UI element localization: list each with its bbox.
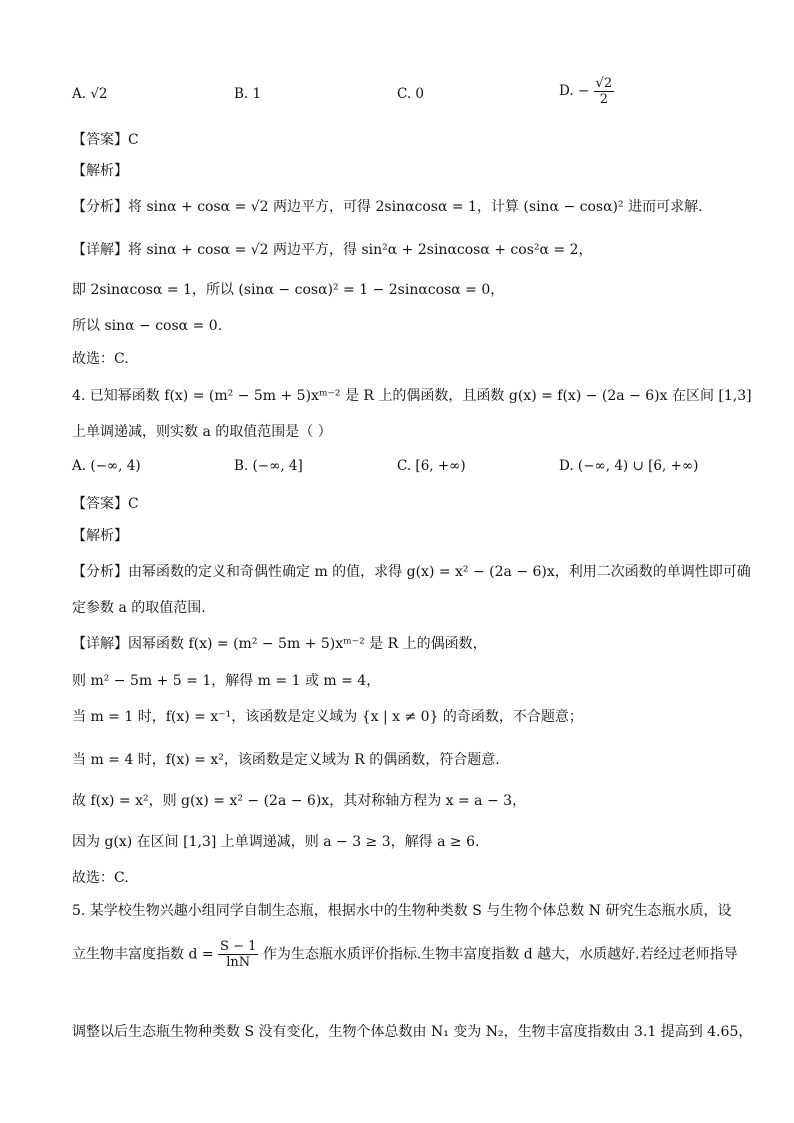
q3-option-d-fraction: [594, 76, 615, 107]
q3-option-d-label: D. −: [559, 83, 590, 99]
q4-option-a: A. (−∞, 4): [72, 458, 141, 474]
q3-option-d-numerator: √2: [595, 76, 613, 91]
q4-option-c: C. [6, +∞): [397, 458, 466, 474]
q4-option-d: D. (−∞, 4) ∪ [6, +∞): [559, 458, 699, 474]
q3-step-1: 即 2sinαcosα = 1，所以 (sinα − cosα)² = 1 − 2sinαcosα = 0，: [72, 282, 505, 298]
q3-step-2: 所以 sinα − cosα = 0.: [72, 318, 223, 334]
q5-stem-line-3: 调整以后生态瓶生物种类数 S 没有变化，生物个体总数由 N₁ 变为 N₂，生物丰富度指数由 3.1 提高到 4.65，: [72, 1024, 753, 1040]
q4-step-1: 则 m² − 5m + 5 = 1，解得 m = 1 或 m = 4，: [72, 673, 381, 689]
q5-line-2-start: 立生物丰富度指数 d =: [72, 946, 214, 963]
q5-index-fraction: [218, 939, 258, 970]
q3-analysis-head: 【解析】: [72, 163, 128, 179]
q4-choice: 故选：C.: [72, 870, 129, 886]
q4-answer: 【答案】C: [72, 496, 139, 512]
q5-stem-line-1: 5. 某学校生物兴趣小组同学自制生态瓶，根据水中的生物种类数 S 与生物个体总数 N 研究生态瓶水质，设: [72, 903, 732, 919]
q5-stem-line-2: [72, 939, 738, 970]
q3-choice: 故选：C.: [72, 351, 129, 367]
q3-option-a: A. √2: [72, 86, 108, 102]
q3-fenxi: 【分析】将 sinα + cosα = √2 两边平方，可得 2sinαcosα = 1，计算 (sinα − cosα)² 进而可求解.: [72, 199, 703, 215]
q3-option-b: B. 1: [234, 86, 262, 102]
q5-line-2-end: 作为生态瓶水质评价指标.生物丰富度指数 d 越大，水质越好.若经过老师指导: [262, 946, 738, 963]
q4-fenxi-line-1: 【分析】由幂函数的定义和奇偶性确定 m 的值，求得 g(x) = x² − (2a − 6)x，利用二次函数的单调性即可确: [72, 564, 751, 580]
q4-fenxi-line-2: 定参数 a 的取值范围.: [72, 600, 206, 616]
q4-stem-line-1: 4. 已知幂函数 f(x) = (m² − 5m + 5)xᵐ⁻² 是 R 上的偶函数，且函数 g(x) = f(x) − (2a − 6)x 在区间 [1,3]: [72, 388, 752, 404]
q3-option-d-denominator: 2: [599, 92, 608, 107]
q5-fraction-denominator: lnN: [226, 955, 251, 970]
q4-step-5: 因为 g(x) 在区间 [1,3] 上单调递减，则 a − 3 ≥ 3，解得 a ≥ 6.: [72, 834, 480, 850]
q4-stem-line-2: 上单调递减，则实数 a 的取值范围是（ ）: [72, 424, 332, 440]
q3-option-d: [559, 76, 614, 107]
q4-step-4: 故 f(x) = x²，则 g(x) = x² − (2a − 6)x，其对称轴方程为 x = a − 3，: [72, 793, 527, 809]
q4-analysis-head: 【解析】: [72, 528, 128, 544]
q3-xiangjie: 【详解】将 sinα + cosα = √2 两边平方，得 sin²α + 2sinαcosα + cos²α = 2，: [72, 242, 593, 258]
q4-xiangjie: 【详解】因幂函数 f(x) = (m² − 5m + 5)xᵐ⁻² 是 R 上的偶函数，: [72, 636, 487, 652]
q4-option-b: B. (−∞, 4]: [234, 458, 303, 474]
q4-step-2: 当 m = 1 时，f(x) = x⁻¹，该函数是定义域为 {x | x ≠ 0} 的奇函数，不合题意；: [72, 709, 583, 725]
q3-answer: 【答案】C: [72, 132, 139, 148]
q4-step-3: 当 m = 4 时，f(x) = x²，该函数是定义域为 R 的偶函数，符合题意.: [72, 752, 500, 768]
q3-option-c: C. 0: [397, 86, 425, 102]
q5-fraction-numerator: S − 1: [220, 939, 257, 954]
